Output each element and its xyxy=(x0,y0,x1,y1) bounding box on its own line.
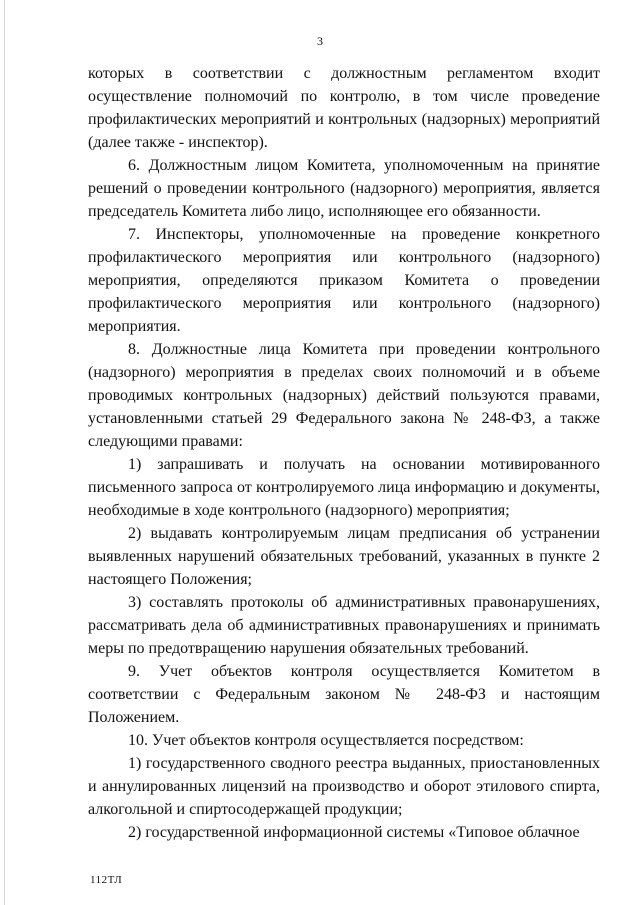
footer-document-code: 112ТЛ xyxy=(90,874,123,886)
paragraph-item-8: 8. Должностные лица Комитета при проведении контрольного (надзорного) мероприятия в пределах своих полномочий и в объеме проводимых контрольных (надзорных) действий пользуются правами, установленными статьей 29 Федерального закона № 248-ФЗ, а также следующими правами: xyxy=(88,341,600,450)
paragraph-item-6: 6. Должностным лицом Комитета, уполномоченным на принятие решений о проведении контрольного (надзорного) мероприятия, является председатель Комитета либо лицо, исполняющее его обязанности. xyxy=(88,157,600,220)
paragraph-item-10-sub-1: 1) государственного сводного реестра выданных, приостановленных и аннулированных лицензий на производство и оборот этилового спирта, алкогольной и спиртосодержащей продукции; xyxy=(88,755,600,818)
paragraph-item-10-sub-2: 2) государственной информационной системы «Типовое облачное xyxy=(128,824,580,841)
paragraph-item-10: 10. Учет объектов контроля осуществляется посредством: xyxy=(128,732,524,749)
paragraph-subitem-3: 3) составлять протоколы об административных правонарушениях, рассматривать дела об административных правонарушениях и принимать меры по предотвращению нарушения обязательных требований. xyxy=(88,594,600,657)
paragraph-item-7: 7. Инспекторы, уполномоченные на проведение конкретного профилактического мероприятия или контрольного (надзорного) мероприятия, определяются приказом Комитета о проведении профилактического мероприятия или контрольного (надзорного) мероприятия. xyxy=(88,226,600,335)
document-body xyxy=(88,62,600,844)
paragraph-subitem-1: 1) запрашивать и получать на основании мотивированного письменного запроса от контролируемого лица информацию и документы, необходимые в ходе контрольного (надзорного) мероприятия; xyxy=(88,456,600,519)
paragraph-item-9: 9. Учет объектов контроля осуществляется Комитетом в соответствии с Федеральным законом № 248-ФЗ и настоящим Положением. xyxy=(88,663,600,726)
page-number: 3 xyxy=(317,34,323,48)
scan-edge-line xyxy=(4,0,5,905)
paragraph-subitem-2: 2) выдавать контролируемым лицам предписания об устранении выявленных нарушений обязательных требований, указанных в пункте 2 настоящего Положения; xyxy=(88,525,600,588)
paragraph-continuation: которых в соответствии с должностным регламентом входит осуществление полномочий по контролю, в том числе проведение профилактических мероприятий и контрольных (надзорных) мероприятий (далее также - инспектор). xyxy=(88,65,600,151)
